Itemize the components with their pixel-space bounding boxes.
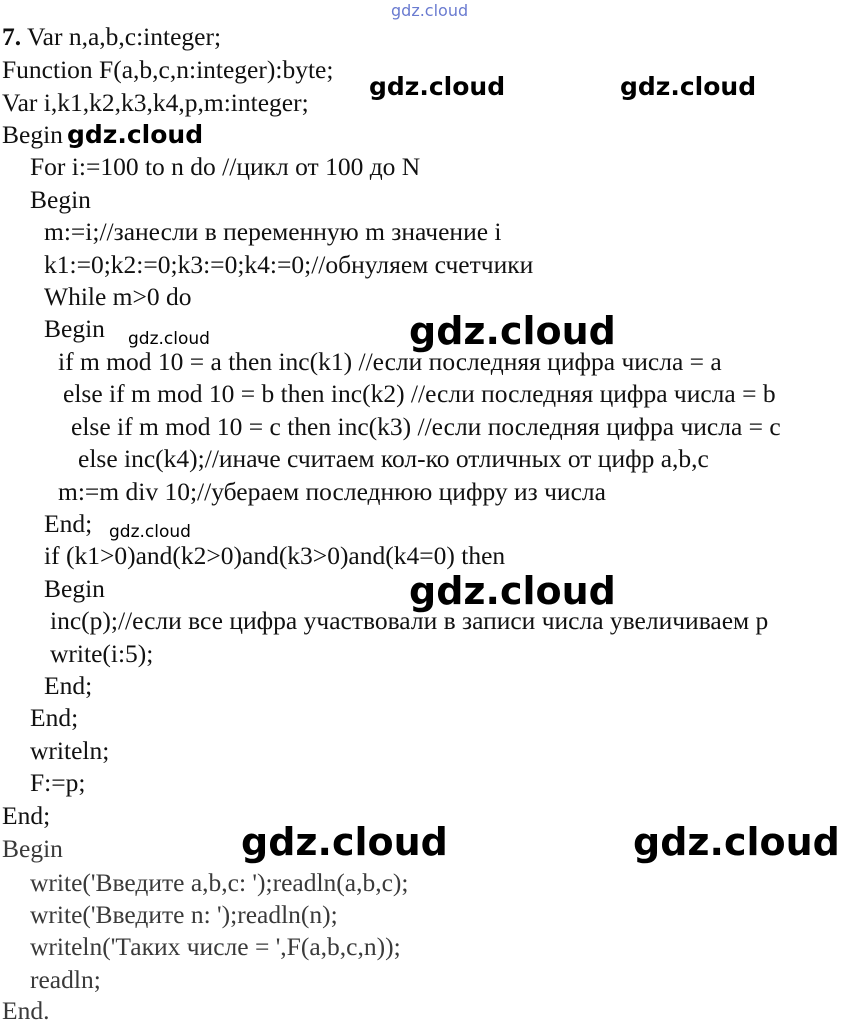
code-line-22: End; xyxy=(30,703,79,732)
code-line-8: k1:=0;k2:=0;k3:=0;k4:=0;//обнуляем счетчики xyxy=(44,250,534,279)
code-text: Var n,a,b,c:integer; xyxy=(27,22,222,51)
code-line-26: Begin xyxy=(2,834,63,863)
code-line-31: End. xyxy=(2,996,50,1025)
watermark: gdz.cloud xyxy=(369,72,506,101)
code-line-23: writeln; xyxy=(30,736,110,765)
watermark: gdz.cloud xyxy=(241,820,448,864)
code-line-10: Begin xyxy=(44,314,105,343)
code-line-21: End; xyxy=(44,671,93,700)
code-line-30: readln; xyxy=(30,965,101,994)
code-line-11: if m mod 10 = a then inc(k1) //если последняя цифра числа = a xyxy=(58,347,722,376)
code-line-5: For i:=100 to n do //цикл от 100 до N xyxy=(30,152,421,181)
code-line-16: End; xyxy=(44,509,93,538)
watermark: gdz.cloud xyxy=(109,522,191,542)
watermark: gdz.cloud xyxy=(620,72,757,101)
code-line-18: Begin xyxy=(44,574,105,603)
watermark: gdz.cloud xyxy=(67,120,204,149)
code-line-2: Function F(a,b,c,n:integer):byte; xyxy=(2,55,334,84)
code-line-20: write(i:5); xyxy=(50,639,154,668)
code-line-7: m:=i;//занесли в переменную m значение i xyxy=(44,217,502,246)
code-line-4: Begin xyxy=(2,120,63,149)
code-line-27: write('Введите a,b,c: ');readln(a,b,c); xyxy=(30,868,409,897)
watermark: gdz.cloud xyxy=(391,1,469,20)
code-line-28: write('Введите n: ');readln(n); xyxy=(30,900,338,929)
code-line-15: m:=m div 10;//убераем последнюю цифру из числа xyxy=(58,477,606,506)
code-line-1 xyxy=(2,22,221,52)
code-line-17: if (k1>0)and(k2>0)and(k3>0)and(k4=0) then xyxy=(44,541,506,570)
problem-number: 7. xyxy=(2,22,22,51)
watermark: gdz.cloud xyxy=(128,329,210,349)
watermark: gdz.cloud xyxy=(409,309,616,353)
watermark: gdz.cloud xyxy=(633,820,840,864)
code-line-29: writeln('Таких числе = ',F(a,b,c,n)); xyxy=(30,932,401,961)
code-line-12: else if m mod 10 = b then inc(k2) //если последняя цифра числа = b xyxy=(63,379,776,408)
watermark: gdz.cloud xyxy=(409,569,616,613)
code-line-14: else inc(k4);//иначе считаем кол-ко отличных от цифр a,b,c xyxy=(78,444,709,473)
code-line-13: else if m mod 10 = c then inc(k3) //если последняя цифра числа = c xyxy=(71,412,781,441)
code-line-3: Var i,k1,k2,k3,k4,p,m:integer; xyxy=(2,88,309,117)
code-line-25: End; xyxy=(2,801,51,830)
code-line-24: F:=p; xyxy=(30,768,86,797)
code-line-19: inc(p);//если все цифра участвовали в записи числа увеличиваем p xyxy=(50,606,769,635)
code-line-6: Begin xyxy=(30,185,91,214)
code-line-9: While m>0 do xyxy=(44,282,192,311)
